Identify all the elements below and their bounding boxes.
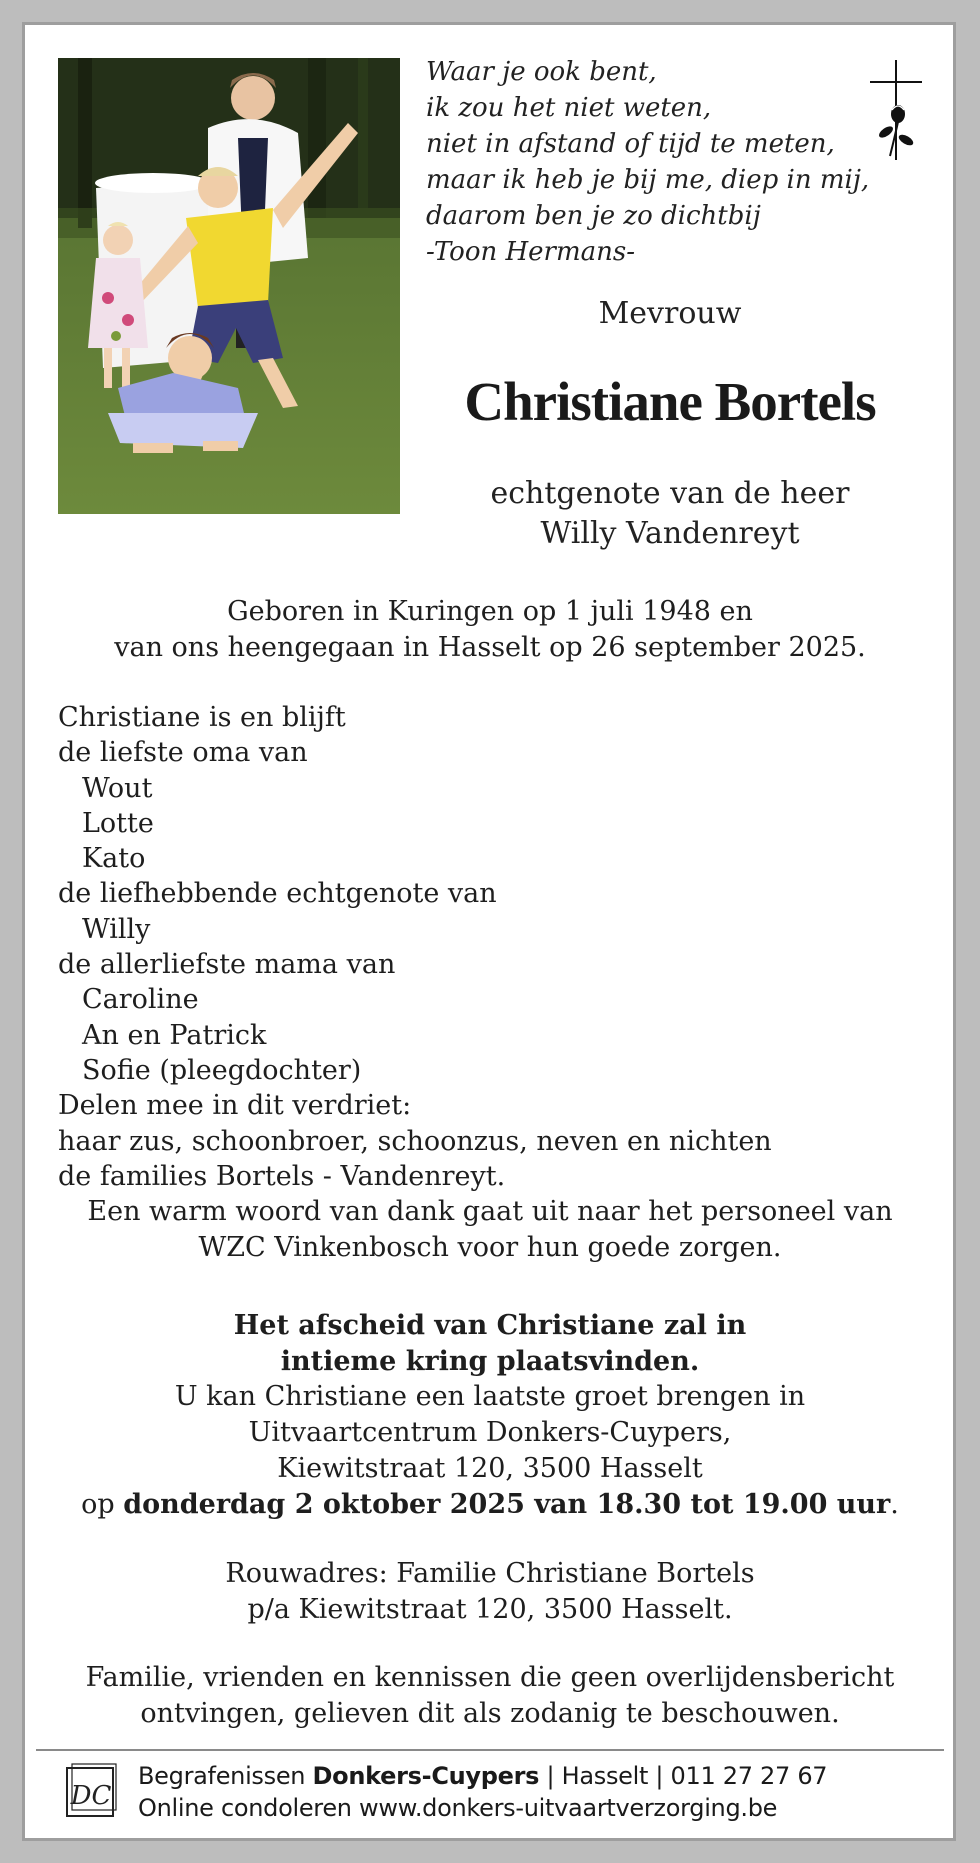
family-photo (58, 58, 400, 514)
farewell-heading: intieme kring plaatsvinden. (280, 1345, 700, 1377)
address-line: p/a Kiewitstraat 120, 3500 Hasselt. (247, 1594, 733, 1625)
thanks-note (40, 1194, 940, 1266)
child: An en Patrick (82, 1019, 267, 1051)
birth-death-info (40, 594, 940, 666)
poem-line: ik zou het niet weten, (426, 93, 712, 123)
share-line: haar zus, schoonbroer, schoonzus, neven en nichten (58, 1125, 772, 1157)
grandchild: Kato (82, 843, 146, 875)
footer-prefix: Begrafenissen (138, 1762, 313, 1790)
thanks-line: WZC Vinkenbosch voor hun goede zorgen. (198, 1232, 782, 1263)
spouse-name: Willy Vandenreyt (540, 516, 800, 551)
grandchildren-intro: de liefste oma van (58, 737, 308, 769)
footer-company: Donkers-Cuypers (312, 1762, 540, 1790)
mourning-address (40, 1556, 940, 1628)
salutation: Mevrouw (598, 296, 742, 331)
venue-name: Uitvaartcentrum Donkers-Cuypers, (248, 1417, 732, 1449)
death-line: van ons heengegaan in Hasselt op 26 september 2025. (114, 632, 866, 663)
notice-note (40, 1660, 940, 1732)
child: Sofie (pleegdochter) (82, 1054, 362, 1086)
footer-company-line (138, 1760, 938, 1792)
poem-line: daarom ben je zo dichtbij (426, 201, 761, 231)
birth-line: Geboren in Kuringen op 1 juli 1948 en (227, 596, 753, 627)
family-intro: Christiane is en blijft (58, 702, 346, 733)
poem-line: Waar je ook bent, (426, 57, 657, 87)
spouse-block (420, 474, 920, 554)
share-intro: Delen mee in dit verdriet: (58, 1090, 412, 1122)
note-line: Familie, vrienden en kennissen die geen overlijdensbericht (85, 1662, 895, 1693)
grandchild: Wout (82, 772, 153, 804)
family-list (58, 700, 938, 1194)
date-prefix: op (81, 1488, 124, 1520)
footer-condolence-link[interactable]: Online condoleren www.donkers-uitvaartverzorging.be (138, 1794, 778, 1822)
footer-info (138, 1760, 938, 1824)
footer-divider (36, 1749, 944, 1751)
footer-city-phone: | Hasselt | 011 27 27 67 (539, 1762, 828, 1790)
children-intro: de allerliefste mama van (58, 949, 396, 981)
thanks-line: Een warm woord van dank gaat uit naar het personeel van (87, 1196, 893, 1227)
poem-line: maar ik heb je bij me, diep in mij, (426, 165, 870, 195)
share-line: de families Bortels - Vandenreyt. (58, 1160, 506, 1192)
note-line: ontvingen, gelieven dit als zodanig te beschouwen. (140, 1698, 840, 1729)
poem-line: niet in afstand of tijd te meten, (426, 129, 835, 159)
farewell-heading: Het afscheid van Christiane zal in (233, 1310, 747, 1341)
deceased-name: Christiane Bortels (464, 371, 876, 432)
farewell-date (40, 1487, 940, 1523)
poem (426, 54, 870, 270)
address-line: Rouwadres: Familie Christiane Bortels (225, 1558, 755, 1589)
venue-address: Kiewitstraat 120, 3500 Hasselt (277, 1452, 703, 1484)
child: Caroline (82, 984, 199, 1016)
spouse: Willy (82, 913, 151, 945)
farewell-info (40, 1308, 940, 1522)
funeral-home-logo-icon (64, 1762, 118, 1820)
date-time: donderdag 2 oktober 2025 van 18.30 tot 19.00 uur (123, 1488, 891, 1520)
farewell-line: U kan Christiane een laatste groet brengen in (174, 1381, 806, 1413)
logo-initials: DC (70, 1781, 112, 1811)
spouse-intro: de liefhebbende echtgenote van (58, 878, 497, 910)
spouse-line: echtgenote van de heer (490, 476, 850, 511)
cross-rose-icon (868, 60, 924, 164)
family-photo-illustration (58, 58, 400, 514)
poem-author: -Toon Hermans- (426, 237, 636, 267)
grandchild: Lotte (82, 807, 154, 839)
date-suffix: . (890, 1488, 899, 1520)
